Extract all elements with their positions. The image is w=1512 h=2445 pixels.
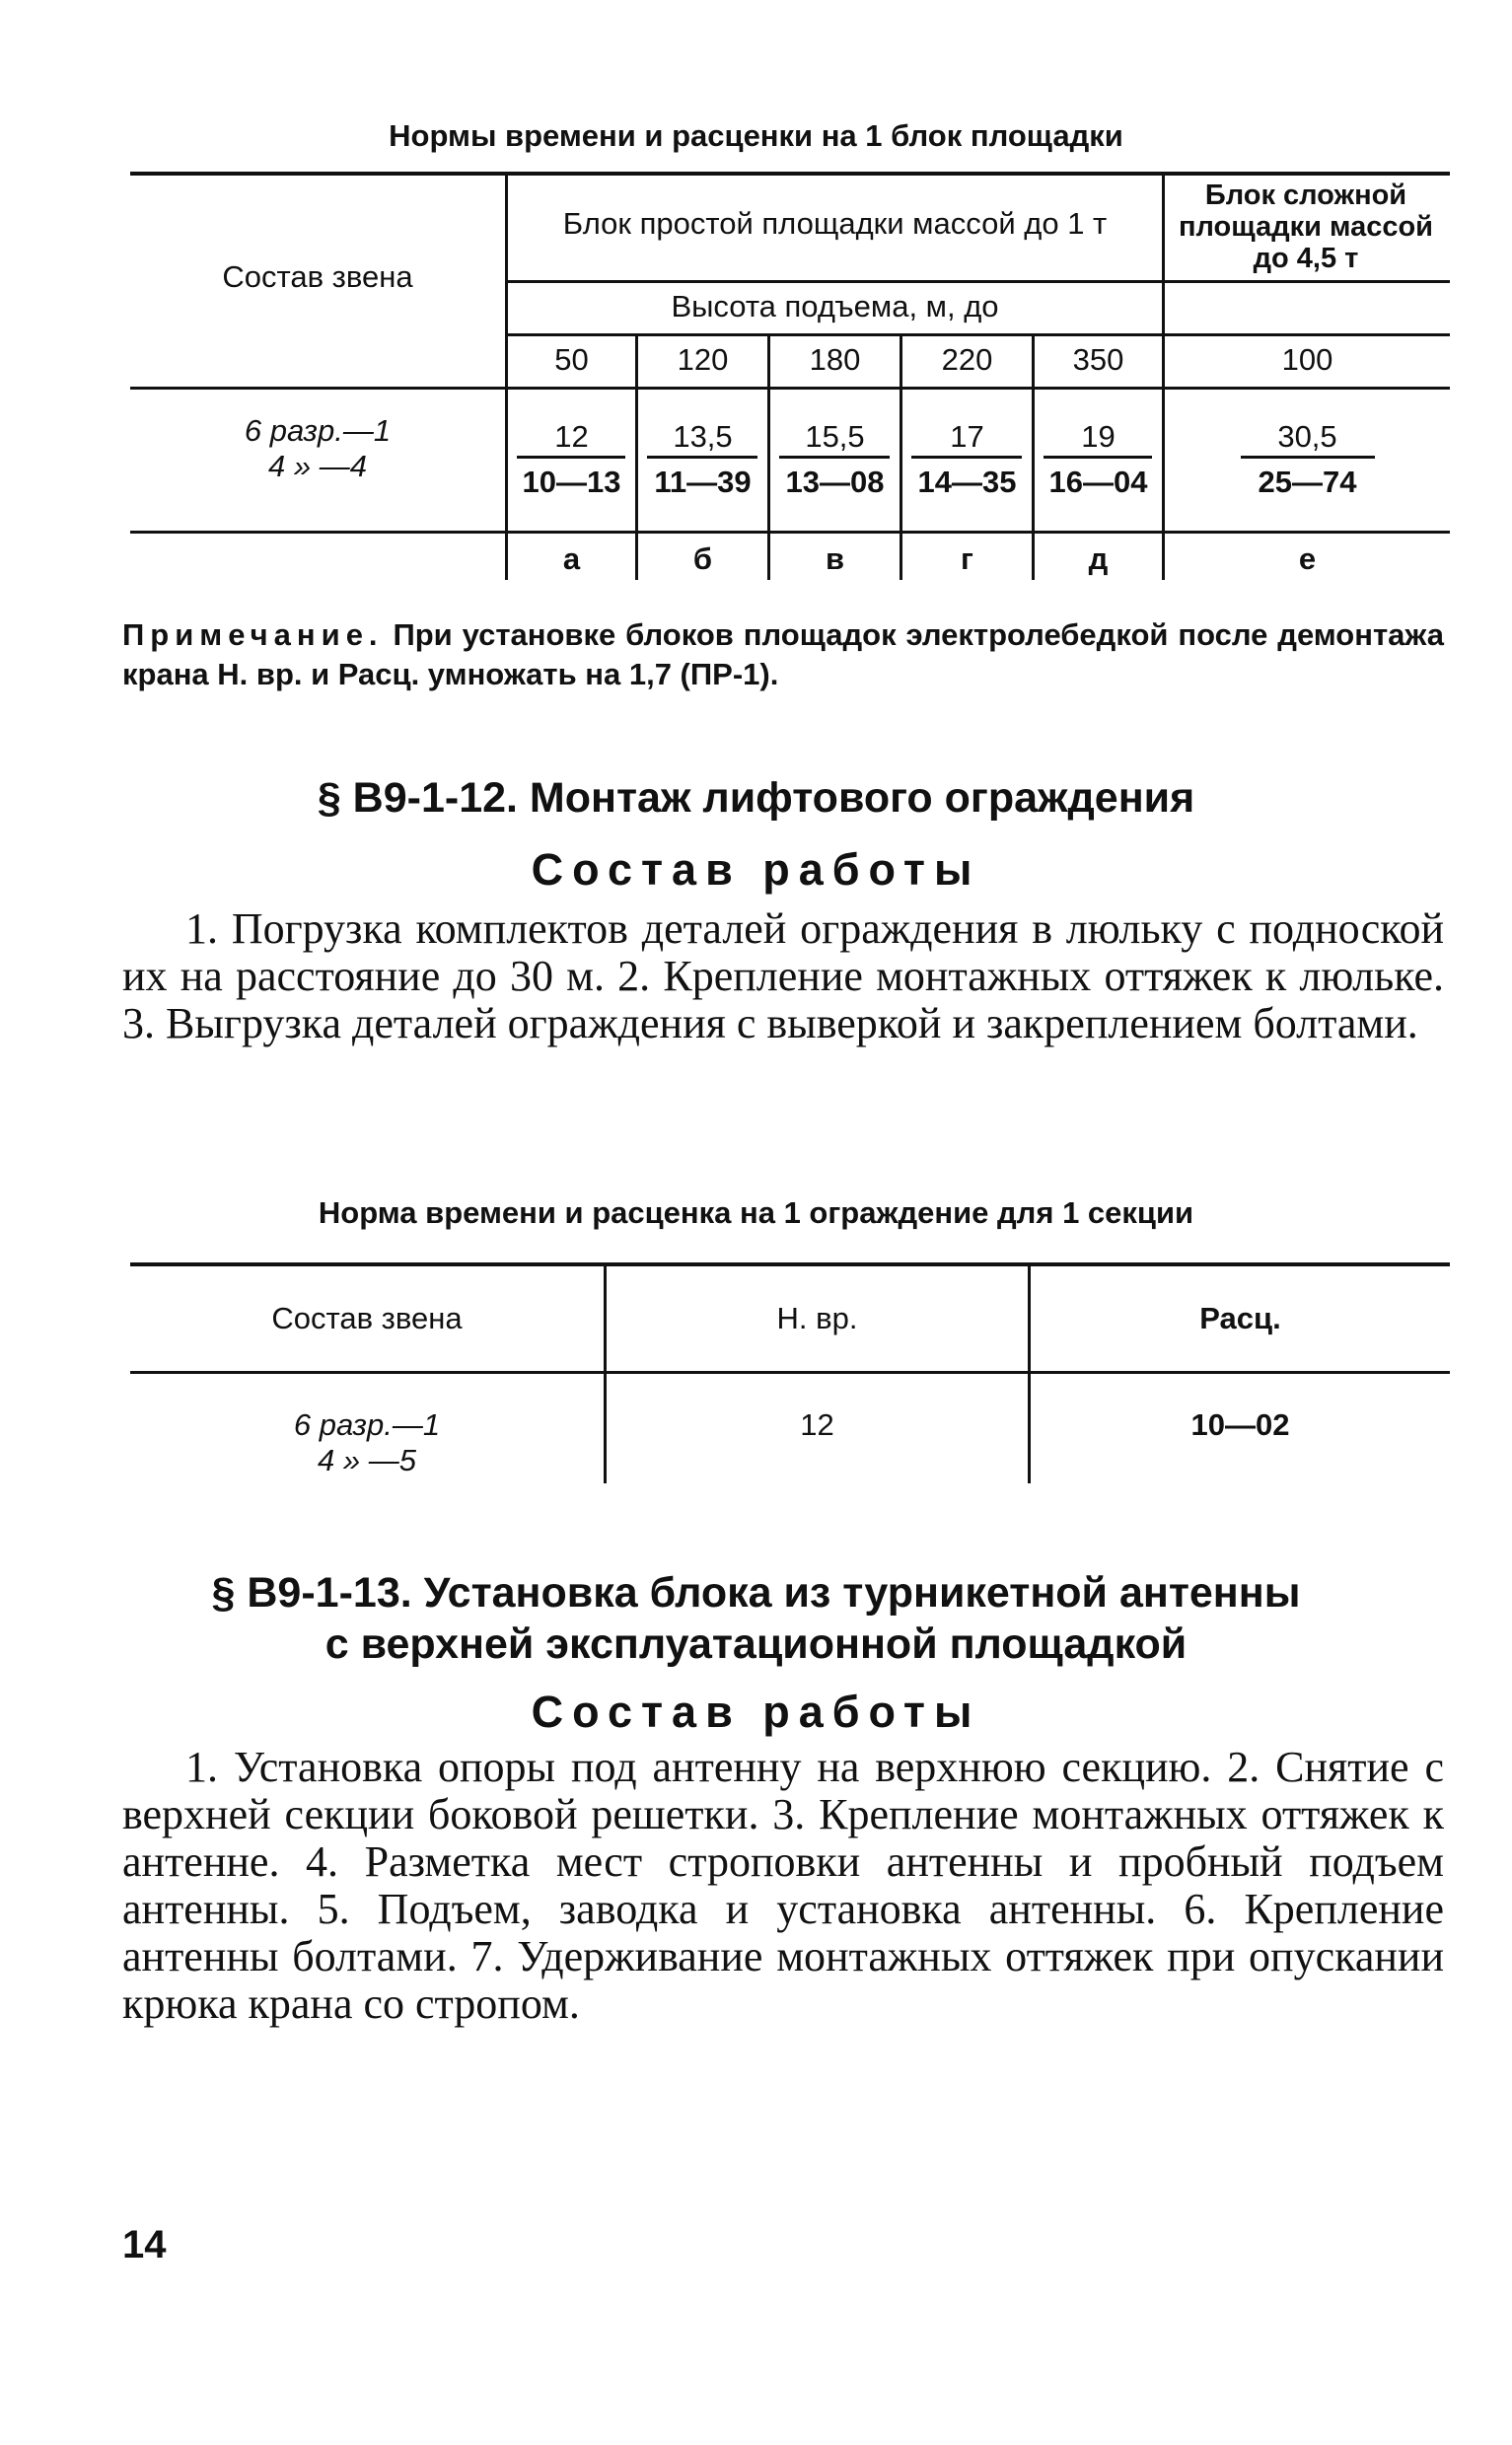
table1-body-bottom-rule bbox=[130, 531, 1450, 534]
table2-crew-line1: 6 разр.—1 bbox=[293, 1407, 441, 1442]
section13-title-line1: § В9-1-13. Установка блока из турникетной антенны bbox=[211, 1569, 1301, 1617]
table1-rate-a: 10—13 bbox=[522, 465, 621, 499]
table1-norm-f: 30,5 bbox=[1277, 419, 1337, 454]
table2-norm: 12 bbox=[800, 1407, 834, 1442]
section12-body: 1. Погрузка комплектов деталей ограждения в люльку с подноской их на расстояние до 30 м. 2. Крепление монтажных оттяжек к люльке. 3. Выгрузка деталей ограждения с выверкой и закреплением болтами. bbox=[122, 904, 1444, 1047]
table1-header-bottom-rule bbox=[130, 387, 1450, 390]
table1-heights-top-rule bbox=[505, 333, 1450, 336]
table1-note bbox=[122, 615, 1444, 694]
table2-col-rate: Расц. bbox=[1199, 1301, 1281, 1335]
table1-height-350: 350 bbox=[1072, 342, 1124, 377]
table1-height-100: 100 bbox=[1281, 342, 1333, 377]
table1-fraction-bar-a bbox=[517, 456, 625, 459]
note-label: Примечание. bbox=[122, 617, 384, 652]
table2-rate: 10—02 bbox=[1190, 1407, 1290, 1442]
table1-height-120: 120 bbox=[677, 342, 729, 377]
table1-rate-b: 11—39 bbox=[654, 465, 752, 499]
table1-norm-d: 17 bbox=[950, 419, 984, 454]
table1-norm-e: 19 bbox=[1081, 419, 1116, 454]
table1-vline-6 bbox=[1162, 174, 1165, 580]
table1-height-50: 50 bbox=[554, 342, 589, 377]
section13-work-heading: Состав работы bbox=[531, 1687, 981, 1737]
table2-col-composition: Состав звена bbox=[271, 1301, 463, 1335]
section13-title-line2: с верхней эксплуатационной площадкой bbox=[324, 1620, 1188, 1668]
table2-header-bottom-rule bbox=[130, 1371, 1450, 1374]
section12-work-heading: Состав работы bbox=[531, 844, 981, 895]
table1-fraction-bar-c bbox=[779, 456, 890, 459]
table1-caption: Нормы времени и расценки на 1 блок площадки bbox=[389, 118, 1123, 153]
table1-letter-b: б bbox=[692, 541, 713, 576]
table1-letter-e: д bbox=[1088, 541, 1109, 576]
table1-top-rule bbox=[130, 172, 1450, 176]
table2-caption: Норма времени и расценка на 1 ограждение для 1 секции bbox=[318, 1195, 1194, 1230]
table1-height-180: 180 bbox=[809, 342, 861, 377]
table1-norm-b: 13,5 bbox=[673, 419, 733, 454]
table1-fraction-bar-e bbox=[1044, 456, 1152, 459]
table2-top-rule bbox=[130, 1262, 1450, 1266]
table1-letter-c: в bbox=[825, 541, 845, 576]
table1-letter-f: е bbox=[1298, 541, 1317, 576]
table1-fraction-bar-b bbox=[647, 456, 757, 459]
table1-crew-line2: 4 » —4 bbox=[268, 449, 367, 483]
table1-header-height: Высота подъема, м, до bbox=[671, 289, 999, 324]
table1-fraction-bar-f bbox=[1241, 456, 1375, 459]
table1-col-composition: Состав звена bbox=[222, 259, 413, 294]
table1-rate-c: 13—08 bbox=[785, 465, 885, 499]
table2-crew-line2: 4 » —5 bbox=[318, 1443, 416, 1477]
table2-vline-2 bbox=[1028, 1264, 1031, 1483]
section12-title: § В9-1-12. Монтаж лифтового ограждения bbox=[317, 774, 1195, 822]
table1-height-220: 220 bbox=[941, 342, 993, 377]
section13-body: 1. Установка опоры под антенну на верхнюю секцию. 2. Снятие с верхней секции боковой решетки. 3. Крепление монтажных оттяжек к антенне. 4. Разметка мест строповки антенны и пробный подъем антенны. 5. Подъем, заводка и установка антенны. 6. Крепление антенны болтами. 7. Удерживание монтажных оттяжек при опускании крюка крана со стропом. bbox=[122, 1743, 1444, 2028]
table1-rate-d: 14—35 bbox=[917, 465, 1017, 499]
note-text: При установке блоков площадок электролебедкой после демонтажа крана Н. вр. и Расц. умножать на 1,7 (ПР-1). bbox=[122, 617, 1444, 691]
table1-norm-c: 15,5 bbox=[805, 419, 865, 454]
table1-rate-f: 25—74 bbox=[1258, 465, 1357, 499]
table1-fraction-bar-d bbox=[911, 456, 1022, 459]
table1-rate-e: 16—04 bbox=[1048, 465, 1148, 499]
table1-header-simple: Блок простой площадки массой до 1 т bbox=[562, 206, 1108, 241]
table1-header-complex: Блок сложной площадки массой до 4,5 т bbox=[1178, 180, 1434, 274]
table1-letter-a: а bbox=[562, 541, 581, 576]
table1-letter-d: г bbox=[961, 541, 973, 576]
table2-vline-1 bbox=[604, 1264, 607, 1483]
table1-crew-line1: 6 разр.—1 bbox=[244, 413, 392, 448]
page-number: 14 bbox=[122, 2223, 167, 2266]
table1-norm-a: 12 bbox=[554, 419, 589, 454]
table2-col-norm: Н. вр. bbox=[776, 1301, 858, 1335]
table1-height-rule bbox=[505, 280, 1450, 283]
